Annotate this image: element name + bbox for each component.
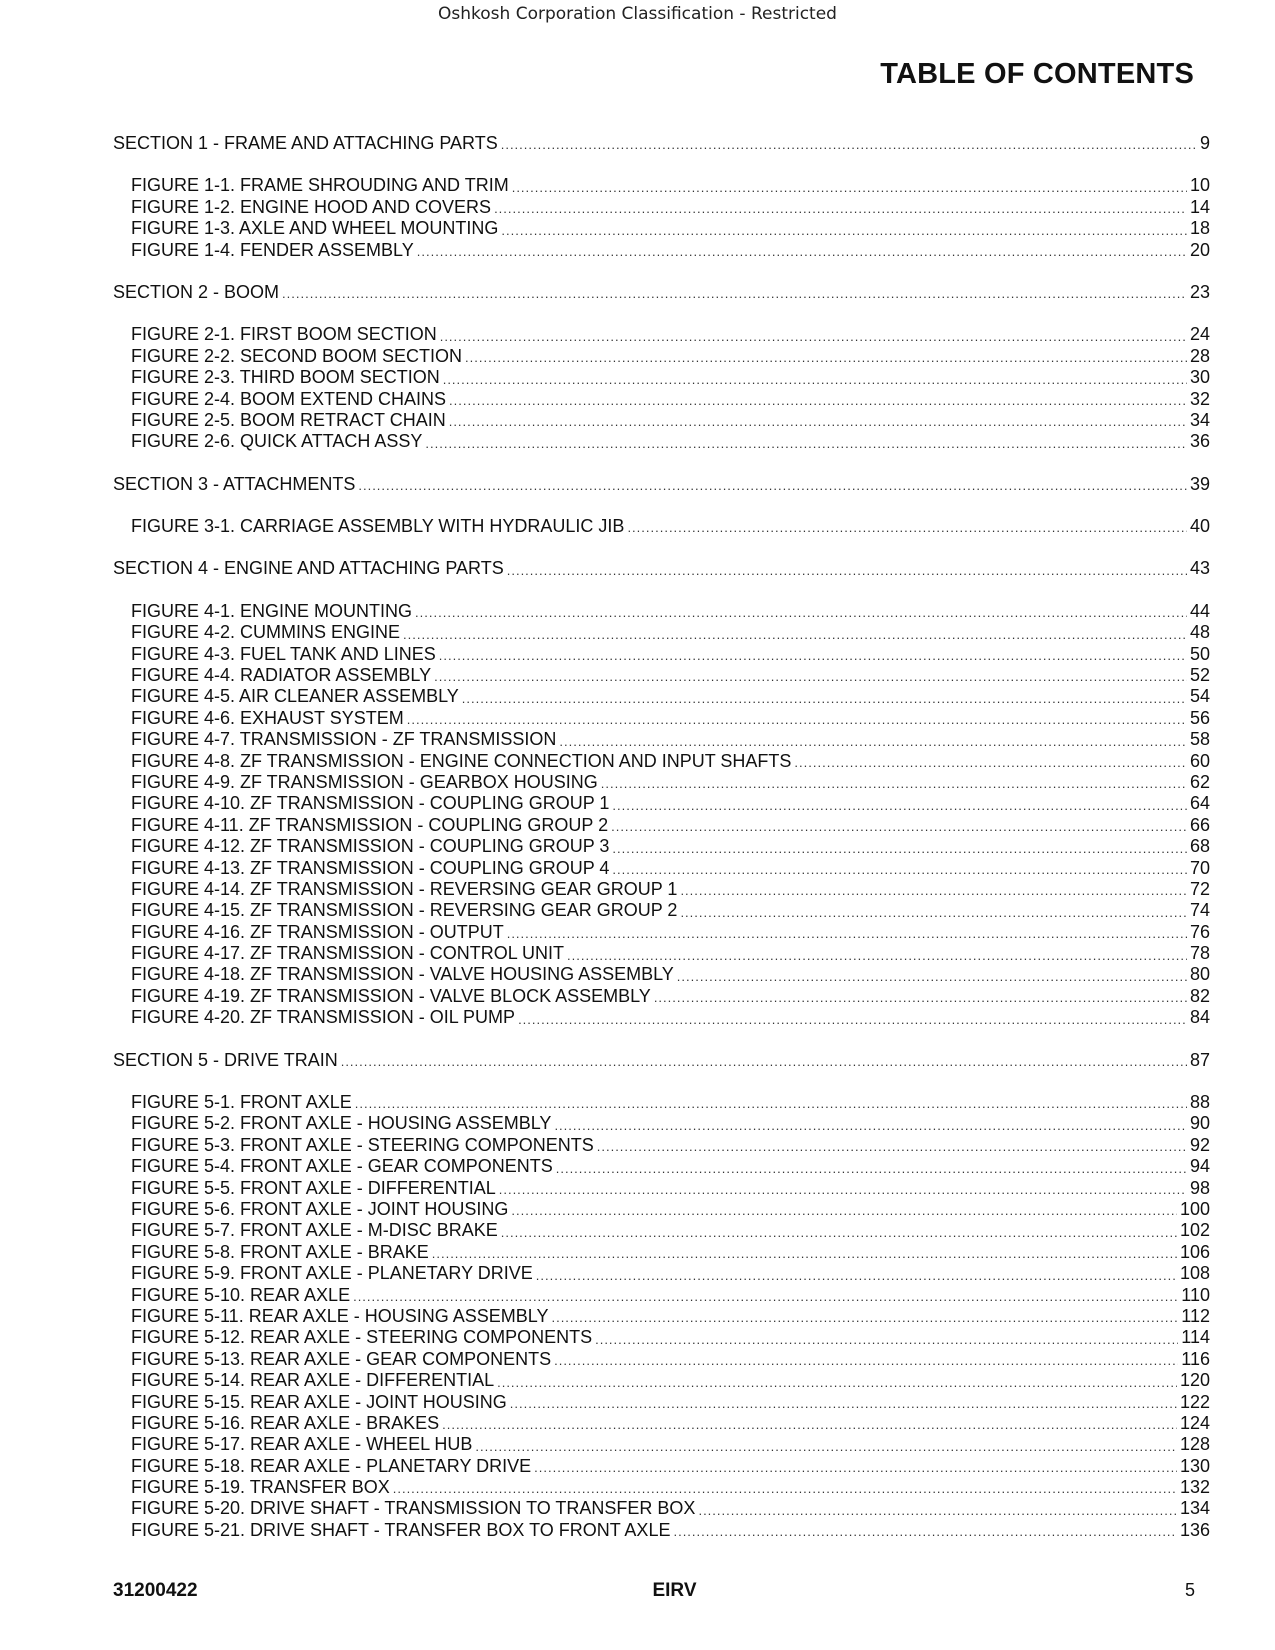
toc-figure-entry[interactable] (113, 1178, 1210, 1199)
footer-doc-number: 31200422 (113, 1580, 198, 1601)
toc-figure-entry[interactable] (113, 665, 1210, 686)
toc-section-entry[interactable] (113, 558, 1210, 579)
dot-leader (462, 690, 1187, 708)
toc-figure-entry[interactable] (113, 1434, 1210, 1455)
dot-leader (567, 947, 1187, 965)
dot-leader (627, 519, 1187, 537)
toc-figure-entry[interactable] (113, 1135, 1210, 1156)
toc-entry-page: 50 (1189, 643, 1210, 664)
toc-entry-page: 9 (1199, 132, 1210, 153)
toc-entry-label: FIGURE 2-5. BOOM RETRACT CHAIN (131, 409, 446, 430)
toc-figure-entry[interactable] (113, 516, 1210, 537)
toc-figure-entry[interactable] (113, 922, 1210, 943)
dot-leader (415, 604, 1187, 622)
toc-entry-page: 78 (1189, 943, 1210, 964)
toc-figure-entry[interactable] (113, 367, 1210, 388)
toc-entry-page: 32 (1189, 388, 1210, 409)
toc-entry-page: 39 (1189, 473, 1210, 494)
dot-leader (507, 562, 1187, 580)
toc-entry-page: 34 (1189, 409, 1210, 430)
toc-entry-page: 20 (1189, 239, 1210, 260)
toc-entry-page: 54 (1189, 686, 1210, 707)
toc-entry-page: 10 (1189, 175, 1210, 196)
toc-entry-page: 80 (1189, 964, 1210, 985)
toc-entry-label: FIGURE 4-9. ZF TRANSMISSION - GEARBOX HOUSING (131, 771, 598, 792)
dot-leader (442, 1416, 1177, 1434)
toc-figure-entry[interactable] (113, 1413, 1210, 1434)
toc-entry-label: FIGURE 5-10. REAR AXLE (131, 1284, 351, 1305)
dot-leader (680, 882, 1187, 900)
dot-leader (494, 200, 1187, 218)
toc-figure-entry[interactable] (113, 175, 1210, 196)
dot-leader (597, 1138, 1187, 1156)
toc-entry-label: FIGURE 4-14. ZF TRANSMISSION - REVERSING GEAR GROUP 1 (131, 878, 678, 899)
toc-entry-page: 30 (1189, 367, 1210, 388)
toc-entry-label: FIGURE 5-11. REAR AXLE - HOUSING ASSEMBLY (131, 1305, 549, 1326)
toc-figure-entry[interactable] (113, 1007, 1210, 1028)
dot-leader (518, 1011, 1187, 1029)
toc-figure-entry[interactable] (113, 389, 1210, 410)
toc-entry-page: 114 (1181, 1327, 1210, 1348)
dot-leader (499, 1181, 1187, 1199)
toc-figure-entry[interactable] (113, 644, 1210, 665)
dot-leader (512, 179, 1187, 197)
page-title: TABLE OF CONTENTS (880, 58, 1194, 90)
toc-figure-entry[interactable] (113, 943, 1210, 964)
dot-leader (282, 285, 1187, 303)
toc-figure-entry[interactable] (113, 240, 1210, 261)
toc-entry-page: 52 (1189, 665, 1210, 686)
toc-figure-entry[interactable] (113, 1092, 1210, 1113)
toc-entry-label: FIGURE 4-19. ZF TRANSMISSION - VALVE BLOCK ASSEMBLY (131, 985, 651, 1006)
toc-figure-entry[interactable] (113, 1113, 1210, 1134)
dot-leader (601, 775, 1187, 793)
toc-entry-label: FIGURE 1-2. ENGINE HOOD AND COVERS (131, 196, 492, 217)
toc-figure-entry[interactable] (113, 858, 1210, 879)
toc-entry-label: FIGURE 5-5. FRONT AXLE - DIFFERENTIAL (131, 1177, 496, 1198)
toc-figure-entry[interactable] (113, 601, 1210, 622)
dot-leader (355, 1095, 1187, 1113)
dot-leader (511, 1202, 1177, 1220)
toc-figure-entry[interactable] (113, 1498, 1210, 1519)
toc-entry-label: FIGURE 2-4. BOOM EXTEND CHAINS (131, 388, 447, 409)
dot-leader (677, 968, 1187, 986)
toc-entry-label: SECTION 1 - FRAME AND ATTACHING PARTS (113, 132, 498, 153)
dot-leader (417, 243, 1187, 261)
dot-leader (439, 647, 1187, 665)
dot-leader (673, 1523, 1176, 1541)
toc-entry-page: 112 (1181, 1305, 1210, 1326)
toc-entry-page: 92 (1189, 1134, 1210, 1155)
toc-entry-label: FIGURE 5-17. REAR AXLE - WHEEL HUB (131, 1434, 473, 1455)
toc-entry-label: FIGURE 4-12. ZF TRANSMISSION - COUPLING GROUP 3 (131, 836, 610, 857)
toc-entry-page: 23 (1189, 281, 1210, 302)
dot-leader (698, 1502, 1177, 1520)
toc-entry-label: FIGURE 5-6. FRONT AXLE - JOINT HOUSING (131, 1199, 509, 1219)
dot-leader (497, 1374, 1177, 1392)
toc-entry-page: 66 (1189, 814, 1210, 835)
toc-entry-label: FIGURE 4-3. FUEL TANK AND LINES (131, 643, 436, 664)
dot-leader (393, 1480, 1177, 1498)
toc-entry-page: 88 (1189, 1092, 1210, 1113)
dot-leader (680, 904, 1187, 922)
toc-entry-page: 68 (1189, 836, 1210, 857)
toc-entry-label: FIGURE 5-4. FRONT AXLE - GEAR COMPONENTS (131, 1156, 553, 1177)
toc-entry-label: FIGURE 4-15. ZF TRANSMISSION - REVERSING GEAR GROUP 2 (131, 900, 678, 921)
toc-entry-page: 64 (1189, 793, 1210, 814)
toc-figure-entry[interactable] (113, 1220, 1210, 1241)
dot-leader (443, 371, 1187, 389)
classification-banner: Oshkosh Corporation Classification - Restricted (438, 4, 837, 24)
dot-leader (536, 1267, 1177, 1285)
toc-entry-label: FIGURE 4-13. ZF TRANSMISSION - COUPLING GROUP 4 (131, 857, 610, 878)
toc-entry-page: 48 (1189, 622, 1210, 643)
footer-center-text: EIRV (652, 1580, 697, 1601)
toc-entry-page: 18 (1189, 218, 1210, 239)
dot-leader (794, 754, 1187, 772)
toc-entry-label: FIGURE 4-20. ZF TRANSMISSION - OIL PUMP (131, 1007, 516, 1028)
toc-entry-page: 94 (1189, 1156, 1210, 1177)
dot-leader (612, 797, 1187, 815)
toc-entry-label: FIGURE 4-5. AIR CLEANER ASSEMBLY (131, 686, 459, 707)
toc-entry-label: FIGURE 4-8. ZF TRANSMISSION - ENGINE CONNECTION AND INPUT SHAFTS (131, 750, 792, 771)
toc-entry-page: 40 (1189, 516, 1210, 537)
toc-entry-label: FIGURE 4-18. ZF TRANSMISSION - VALVE HOUSING ASSEMBLY (131, 964, 674, 985)
toc-entry-page: 132 (1179, 1477, 1210, 1498)
dot-leader (501, 1224, 1177, 1242)
toc-figure-entry[interactable] (113, 708, 1210, 729)
toc-figure-entry[interactable] (113, 729, 1210, 750)
toc-figure-entry[interactable] (113, 1263, 1210, 1284)
toc-entry-page: 87 (1189, 1049, 1210, 1070)
toc-section-entry[interactable] (113, 282, 1210, 303)
dot-leader (559, 733, 1187, 751)
toc-figure-entry[interactable] (113, 815, 1210, 836)
toc-figure-entry[interactable] (113, 772, 1210, 793)
toc-figure-entry[interactable] (113, 879, 1210, 900)
toc-entry-label: FIGURE 5-14. REAR AXLE - DIFFERENTIAL (131, 1370, 495, 1391)
toc-entry-label: FIGURE 4-2. CUMMINS ENGINE (131, 622, 401, 643)
toc-figure-entry[interactable] (113, 197, 1210, 218)
toc-entry-label: FIGURE 5-8. FRONT AXLE - BRAKE (131, 1241, 429, 1262)
toc-entry-page: 100 (1179, 1199, 1210, 1219)
toc-entry-page: 76 (1189, 921, 1210, 942)
toc-entry-page: 28 (1189, 345, 1210, 366)
toc-figure-entry[interactable] (113, 751, 1210, 772)
toc-entry-page: 110 (1181, 1284, 1210, 1305)
toc-entry-page: 74 (1189, 900, 1210, 921)
toc-entry-label: FIGURE 2-2. SECOND BOOM SECTION (131, 345, 463, 366)
toc-entry-page: 106 (1179, 1241, 1210, 1262)
toc-entry-page: 124 (1179, 1412, 1210, 1433)
table-of-contents (113, 133, 1210, 1541)
toc-figure-entry[interactable] (113, 1392, 1210, 1413)
toc-entry-label: FIGURE 5-1. FRONT AXLE (131, 1092, 352, 1113)
toc-entry-label: SECTION 5 - DRIVE TRAIN (113, 1049, 338, 1070)
toc-entry-label: FIGURE 4-1. ENGINE MOUNTING (131, 600, 413, 621)
toc-figure-entry[interactable] (113, 1199, 1210, 1220)
toc-figure-entry[interactable] (113, 410, 1210, 431)
toc-figure-entry[interactable] (113, 686, 1210, 707)
toc-entry-page: 44 (1189, 600, 1210, 621)
toc-entry-label: FIGURE 5-19. TRANSFER BOX (131, 1477, 390, 1498)
toc-entry-label: SECTION 4 - ENGINE AND ATTACHING PARTS (113, 558, 504, 579)
toc-figure-entry[interactable] (113, 1520, 1210, 1541)
toc-figure-entry[interactable] (113, 622, 1210, 643)
toc-figure-entry[interactable] (113, 1327, 1210, 1348)
dot-leader (501, 222, 1187, 240)
toc-section-entry[interactable] (113, 474, 1210, 495)
toc-figure-entry[interactable] (113, 1156, 1210, 1177)
toc-entry-page: 56 (1189, 707, 1210, 728)
toc-figure-entry[interactable] (113, 1349, 1210, 1370)
toc-entry-label: FIGURE 5-13. REAR AXLE - GEAR COMPONENTS (131, 1348, 552, 1369)
toc-entry-label: FIGURE 2-3. THIRD BOOM SECTION (131, 367, 440, 388)
toc-entry-label: FIGURE 4-7. TRANSMISSION - ZF TRANSMISSION (131, 729, 557, 750)
toc-figure-entry[interactable] (113, 836, 1210, 857)
toc-entry-label: FIGURE 5-18. REAR AXLE - PLANETARY DRIVE (131, 1455, 532, 1476)
toc-entry-page: 43 (1189, 558, 1210, 579)
toc-entry-page: 102 (1179, 1220, 1210, 1241)
dot-leader (507, 925, 1187, 943)
toc-entry-page: 128 (1179, 1434, 1210, 1455)
toc-entry-page: 108 (1179, 1263, 1210, 1284)
dot-leader (554, 1352, 1178, 1370)
dot-leader (611, 818, 1187, 836)
toc-entry-label: FIGURE 5-2. FRONT AXLE - HOUSING ASSEMBLY (131, 1113, 552, 1134)
toc-entry-label: FIGURE 1-4. FENDER ASSEMBLY (131, 239, 414, 260)
toc-entry-page: 120 (1179, 1370, 1210, 1391)
toc-section-entry[interactable] (113, 1050, 1210, 1071)
toc-entry-page: 136 (1179, 1519, 1210, 1540)
toc-figure-entry[interactable] (113, 1306, 1210, 1327)
toc-entry-page: 14 (1189, 196, 1210, 217)
toc-entry-label: SECTION 2 - BOOM (113, 281, 280, 302)
toc-entry-label: FIGURE 5-7. FRONT AXLE - M-DISC BRAKE (131, 1220, 498, 1241)
toc-entry-label: FIGURE 4-16. ZF TRANSMISSION - OUTPUT (131, 921, 504, 942)
toc-entry-label: FIGURE 5-21. DRIVE SHAFT - TRANSFER BOX TO FRONT AXLE (131, 1519, 671, 1540)
dot-leader (432, 1245, 1177, 1263)
toc-figure-entry[interactable] (113, 324, 1210, 345)
toc-entry-label: FIGURE 5-20. DRIVE SHAFT - TRANSMISSION TO TRANSFER BOX (131, 1498, 696, 1519)
toc-entry-page: 58 (1189, 729, 1210, 750)
dot-leader (612, 861, 1187, 879)
toc-entry-label: FIGURE 3-1. CARRIAGE ASSEMBLY WITH HYDRAULIC JIB (131, 516, 625, 537)
toc-figure-entry[interactable] (113, 965, 1210, 986)
dot-leader (475, 1438, 1177, 1456)
dot-leader (556, 1160, 1187, 1178)
dot-leader (554, 1117, 1187, 1135)
toc-figure-entry[interactable] (113, 793, 1210, 814)
toc-figure-entry[interactable] (113, 1285, 1210, 1306)
toc-section-entry[interactable] (113, 133, 1210, 154)
dot-leader (358, 477, 1187, 495)
dot-leader (449, 413, 1187, 431)
toc-entry-label: FIGURE 4-17. ZF TRANSMISSION - CONTROL UNIT (131, 943, 565, 964)
toc-entry-label: FIGURE 5-15. REAR AXLE - JOINT HOUSING (131, 1391, 507, 1412)
toc-entry-page: 70 (1189, 857, 1210, 878)
footer-page-number: 5 (1184, 1580, 1195, 1600)
toc-entry-page: 122 (1179, 1391, 1210, 1412)
dot-leader (654, 989, 1187, 1007)
toc-entry-page: 24 (1189, 324, 1210, 345)
toc-entry-label: FIGURE 4-6. EXHAUST SYSTEM (131, 707, 404, 728)
dot-leader (353, 1288, 1178, 1306)
toc-entry-label: FIGURE 5-9. FRONT AXLE - PLANETARY DRIVE (131, 1263, 533, 1284)
toc-figure-entry[interactable] (113, 1370, 1210, 1391)
toc-entry-page: 36 (1189, 431, 1210, 452)
toc-entry-page: 82 (1189, 985, 1210, 1006)
toc-figure-entry[interactable] (113, 431, 1210, 452)
dot-leader (595, 1331, 1178, 1349)
toc-entry-page: 116 (1181, 1348, 1210, 1369)
toc-figure-entry[interactable] (113, 1242, 1210, 1263)
dot-leader (534, 1459, 1177, 1477)
toc-figure-entry[interactable] (113, 218, 1210, 239)
toc-entry-page: 62 (1189, 771, 1210, 792)
toc-entry-page: 90 (1189, 1113, 1210, 1134)
toc-entry-label: FIGURE 4-4. RADIATOR ASSEMBLY (131, 665, 432, 686)
dot-leader (612, 840, 1187, 858)
toc-entry-label: FIGURE 2-1. FIRST BOOM SECTION (131, 324, 437, 345)
dot-leader (407, 711, 1187, 729)
toc-entry-page: 98 (1189, 1177, 1210, 1198)
dot-leader (449, 392, 1187, 410)
toc-entry-page: 134 (1179, 1498, 1210, 1519)
toc-entry-label: FIGURE 4-11. ZF TRANSMISSION - COUPLING GROUP 2 (131, 814, 609, 835)
toc-entry-page: 84 (1189, 1007, 1210, 1028)
toc-entry-label: FIGURE 5-3. FRONT AXLE - STEERING COMPONENTS (131, 1134, 594, 1155)
dot-leader (341, 1053, 1187, 1071)
toc-figure-entry[interactable] (113, 900, 1210, 921)
toc-entry-label: FIGURE 5-12. REAR AXLE - STEERING COMPONENTS (131, 1327, 593, 1348)
dot-leader (425, 435, 1187, 453)
dot-leader (465, 349, 1187, 367)
toc-entry-page: 60 (1189, 750, 1210, 771)
toc-entry-label: SECTION 3 - ATTACHMENTS (113, 473, 356, 494)
toc-entry-label: FIGURE 1-3. AXLE AND WHEEL MOUNTING (131, 218, 499, 239)
toc-figure-entry[interactable] (113, 986, 1210, 1007)
dot-leader (501, 136, 1197, 154)
dot-leader (403, 626, 1187, 644)
toc-entry-label: FIGURE 5-16. REAR AXLE - BRAKES (131, 1412, 440, 1433)
toc-figure-entry[interactable] (113, 1477, 1210, 1498)
dot-leader (510, 1395, 1177, 1413)
dot-leader (434, 668, 1187, 686)
dot-leader (440, 328, 1187, 346)
toc-entry-label: FIGURE 4-10. ZF TRANSMISSION - COUPLING GROUP 1 (131, 793, 610, 814)
toc-entry-label: FIGURE 2-6. QUICK ATTACH ASSY (131, 431, 423, 452)
toc-figure-entry[interactable] (113, 1456, 1210, 1477)
dot-leader (551, 1309, 1178, 1327)
toc-entry-page: 130 (1179, 1455, 1210, 1476)
toc-entry-label: FIGURE 1-1. FRAME SHROUDING AND TRIM (131, 175, 509, 196)
toc-entry-page: 72 (1189, 878, 1210, 899)
toc-figure-entry[interactable] (113, 346, 1210, 367)
